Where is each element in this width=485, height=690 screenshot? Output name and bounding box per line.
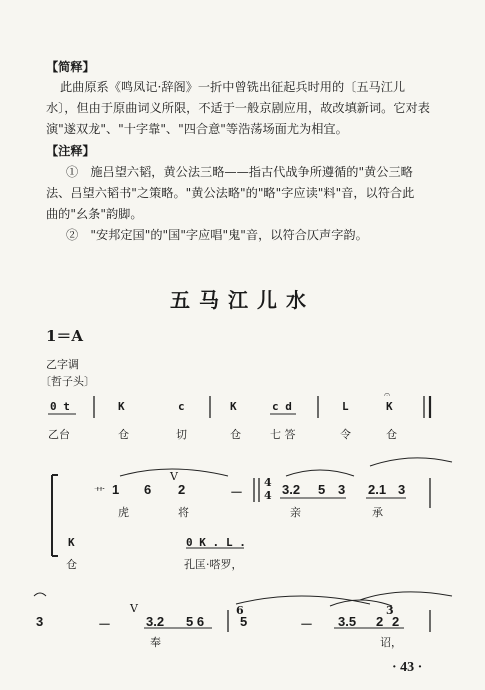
row3-note-2: 0 K . — [186, 536, 220, 549]
row2-note-2: 6 — [144, 482, 152, 497]
row2-lyric-3: 亲 — [290, 506, 301, 519]
jianshi-line-3: 演"遂双龙"、"十字靠"、"四合意"等浩荡场面尤为相宜。 — [46, 122, 348, 136]
row1-note-5: c d — [272, 400, 292, 413]
row2-lyric-4: 承 — [372, 506, 383, 519]
zhushi-note2: ② "安邦定国"的"国"字应唱"鬼"音，以符合仄声字韵。 — [66, 228, 368, 242]
row1-lyric-2: 仓 — [118, 428, 129, 441]
breath-mark-2: V — [130, 602, 138, 615]
row2-note-6: 5 — [318, 482, 326, 497]
row4-note-4: 5 6 — [186, 614, 205, 629]
row3-note-1: K — [68, 536, 75, 549]
mode-label: 乙字调 — [46, 358, 79, 371]
row4-note-3: 3.2 — [146, 614, 165, 629]
row3-lyric-1: 仓 — [66, 558, 77, 571]
row2-note-5: 3.2 — [282, 482, 301, 497]
row4-super-1: 6 — [236, 604, 244, 617]
jianshi-line-1: 此曲原系《鸣凤记·辞阁》一折中曾铣出征起兵时用的〔五马江儿 — [60, 80, 406, 94]
row1-lyric-3: 切 — [176, 428, 187, 441]
row2-lyric-2: 将 — [178, 506, 189, 519]
row4-note-7: 3.5 — [338, 614, 357, 629]
zhushi-note1-line-2: 法、吕望六韬书"之策略。"黄公法略"的"略"字应读"料"音，以符合此 — [46, 186, 415, 200]
row1-note-6: L — [342, 400, 349, 413]
row1-note-2: K — [118, 400, 125, 413]
section-label: 〔哲子头〕 — [40, 375, 95, 388]
row1-lyric-1: 乙台 — [48, 428, 70, 441]
row1-note-4: K — [230, 400, 237, 413]
row1-note-7: K — [386, 400, 393, 413]
row4-note-9: 2 — [392, 614, 400, 629]
row1-note-1: 0 t — [50, 400, 70, 413]
jianshi-header: 【简释】 — [46, 60, 95, 74]
row2-note-7: 3 — [338, 482, 346, 497]
row1-lyric-6: 令 — [340, 428, 351, 441]
key-signature: 1＝A — [46, 327, 84, 345]
row1-lyric-7: 仓 — [386, 428, 397, 441]
row4-note-5: 5 — [240, 614, 248, 629]
row4-note-2: － — [98, 617, 112, 632]
row2-note-9: 3 — [398, 482, 406, 497]
row2-prefix: 艹 — [94, 486, 105, 499]
row1-note-3: c — [178, 400, 185, 413]
zhushi-header: 【注释】 — [46, 144, 95, 158]
row2-note-4: － — [230, 485, 244, 500]
row2-lyric-1: 虎 — [118, 506, 129, 519]
row4-lyric-1: 奉 — [150, 636, 161, 649]
row4-note-6: － — [300, 617, 314, 632]
row3-lyric-2: 孔匡·嗒罗， — [184, 558, 243, 571]
jianshi-line-2: 水〕，但由于原曲词义所限，不适于一般京剧应用，故改填新词。它对表 — [46, 101, 430, 115]
zhushi-note1-line-1: ① 施吕望六韬，黄公法三略——指古代战争所遵循的"黄公三略 — [66, 165, 413, 179]
zhushi-note1-line-3: 曲的"幺条"韵脚。 — [46, 207, 143, 221]
song-title: 五马江儿水 — [170, 288, 315, 312]
row2-note-1: 1 — [112, 482, 120, 497]
row4-note-1: 3 — [36, 614, 44, 629]
row4-super-2: 3 — [386, 604, 394, 617]
row1-lyric-5: 七 答 — [270, 428, 296, 441]
row1-lyric-4: 仓 — [230, 428, 241, 441]
row3-note-3: L . — [226, 536, 246, 549]
row2-note-3: 2 — [178, 482, 186, 497]
time-sig-bottom: 4 — [264, 489, 272, 502]
row4-note-8: 2 — [376, 614, 384, 629]
row2-note-8: 2.1 — [368, 482, 387, 497]
row4-lyric-2: 诏， — [380, 636, 402, 649]
page-number: · 43 · — [392, 660, 423, 675]
fermata-icon: 𝄐 — [384, 388, 391, 401]
time-sig-top: 4 — [264, 476, 272, 489]
breath-mark: V — [170, 470, 178, 483]
